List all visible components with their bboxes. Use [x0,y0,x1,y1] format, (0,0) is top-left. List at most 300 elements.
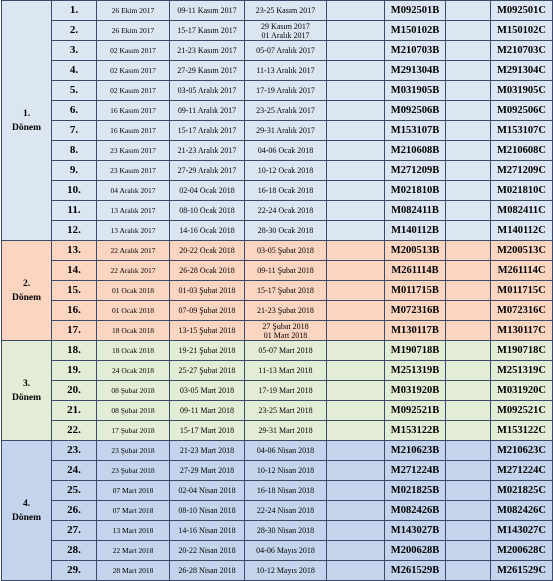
empty-cell [446,361,491,381]
second-date-range [245,461,327,481]
period-word: Dönem [11,392,42,403]
empty-cell [327,541,385,561]
table-row [2,241,553,261]
first-date-range: 20-22 Ocak 2018 [170,241,245,261]
table-row [2,421,553,441]
table-row [2,461,553,481]
empty-cell [327,401,385,421]
second-date-range [245,501,327,521]
date-line: 01 Aralık 2017 [261,30,310,40]
second-date-range [245,381,327,401]
empty-cell [446,441,491,461]
second-date-range [245,401,327,421]
empty-cell [446,321,491,341]
first-date-range: 09-11 Mart 2018 [170,401,245,421]
empty-cell [327,61,385,81]
date-line: 29-31 Aralık 2017 [256,126,315,135]
empty-cell [327,441,385,461]
code-c: M210703C [491,41,553,61]
application-date: 28 Mart 2018 [97,561,170,581]
application-date: 23 Kasım 2017 [97,141,170,161]
row-number: 21. [52,401,97,421]
application-date: 13 Aralık 2017 [97,221,170,241]
period-label [2,341,52,441]
first-date-range: 07-09 Şubat 2018 [170,301,245,321]
application-date: 07 Mart 2018 [97,501,170,521]
code-c: M092506C [491,101,553,121]
code-c: M261114C [491,261,553,281]
first-date-range: 27-29 Aralık 2017 [170,161,245,181]
second-date-range [245,261,327,281]
period-number: 2. [22,278,31,289]
second-date-range [245,101,327,121]
date-line: 22-24 Ocak 2018 [257,206,314,215]
row-number: 4. [52,61,97,81]
date-line: 28-30 Nisan 2018 [256,526,315,535]
date-line: 29-31 Mart 2018 [258,426,313,435]
code-c: M140112C [491,221,553,241]
code-b: M092506B [385,101,446,121]
first-date-range: 21-23 Kasım 2017 [170,41,245,61]
table-row [2,521,553,541]
second-date-range [245,121,327,141]
application-date: 23 Şubat 2018 [97,461,170,481]
second-date-range [245,281,327,301]
date-line: 05-07 Aralık 2017 [256,46,315,55]
table-row [2,361,553,381]
empty-cell [446,101,491,121]
row-number: 20. [52,381,97,401]
code-c: M210608C [491,141,553,161]
second-date-range [245,301,327,321]
row-number: 19. [52,361,97,381]
table-row [2,141,553,161]
empty-cell [446,461,491,481]
row-number: 5. [52,81,97,101]
application-date: 08 Şubat 2018 [97,401,170,421]
table-row [2,61,553,81]
empty-cell [327,321,385,341]
date-line: 28-30 Ocak 2018 [257,226,314,235]
second-date-range [245,541,327,561]
date-line: 11-13 Mart 2018 [258,366,313,375]
second-date-range [245,41,327,61]
code-c: M031920C [491,381,553,401]
second-date-range [245,81,327,101]
empty-cell [327,361,385,381]
application-date: 16 Kasım 2017 [97,101,170,121]
date-line: 09-11 Şubat 2018 [257,266,314,275]
code-c: M021825C [491,481,553,501]
row-number: 28. [52,541,97,561]
first-date-range: 13-15 Şubat 2018 [170,321,245,341]
period-word: Dönem [11,512,42,523]
code-b: M271224B [385,461,446,481]
code-c: M130117C [491,321,553,341]
code-c: M271209C [491,161,553,181]
first-date-range: 08-10 Nisan 2018 [170,501,245,521]
application-date: 26 Ekim 2017 [97,21,170,41]
row-number: 2. [52,21,97,41]
code-c: M261529C [491,561,553,581]
first-date-range: 09-11 Kasım 2017 [170,1,245,21]
table-row [2,161,553,181]
empty-cell [446,181,491,201]
application-date: 23 Kasım 2017 [97,161,170,181]
second-date-range [245,221,327,241]
row-number: 16. [52,301,97,321]
first-date-range: 03-05 Mart 2018 [170,381,245,401]
row-number: 17. [52,321,97,341]
empty-cell [327,81,385,101]
empty-cell [446,141,491,161]
empty-cell [327,41,385,61]
second-date-range [245,241,327,261]
code-b: M210608B [385,141,446,161]
empty-cell [446,61,491,81]
empty-cell [327,501,385,521]
empty-cell [446,201,491,221]
application-date: 02 Kasım 2017 [97,41,170,61]
table-row [2,561,553,581]
first-date-range: 19-21 Şubat 2018 [170,341,245,361]
code-b: M210703B [385,41,446,61]
date-line: 04-06 Ocak 2018 [257,146,314,155]
table-row [2,221,553,241]
code-c: M153107C [491,121,553,141]
row-number: 13. [52,241,97,261]
date-line: 23-25 Aralık 2017 [256,106,315,115]
second-date-range [245,421,327,441]
date-line: 10-12 Nisan 2018 [256,466,315,475]
application-date: 23 Şubat 2018 [97,441,170,461]
code-c: M082426C [491,501,553,521]
empty-cell [446,221,491,241]
second-date-range [245,441,327,461]
period-word: Dönem [11,292,42,303]
code-b: M082426B [385,501,446,521]
second-date-range [245,561,327,581]
row-number: 1. [52,1,97,21]
period-word: Dönem [11,122,42,133]
table-row [2,281,553,301]
code-c: M153122C [491,421,553,441]
empty-cell [327,261,385,281]
second-date-range [245,481,327,501]
date-line: 15-17 Şubat 2018 [257,286,314,295]
empty-cell [327,121,385,141]
date-line: 01 Mart 2018 [263,330,308,340]
row-number: 29. [52,561,97,581]
date-line: 21-23 Şubat 2018 [257,306,314,315]
empty-cell [327,1,385,21]
date-line: 23-25 Kasım 2017 [255,6,316,15]
date-line: 05-07 Mart 2018 [258,346,313,355]
first-date-range: 03-05 Aralık 2017 [170,81,245,101]
date-line: 04-06 Mayıs 2018 [256,546,315,555]
empty-cell [327,301,385,321]
empty-cell [446,541,491,561]
empty-cell [446,481,491,501]
first-date-range: 21-23 Aralık 2017 [170,141,245,161]
application-date: 07 Mart 2018 [97,481,170,501]
table-row [2,401,553,421]
empty-cell [446,21,491,41]
application-date: 16 Kasım 2017 [97,121,170,141]
second-date-range [245,161,327,181]
date-line: 10-12 Ocak 2018 [257,166,314,175]
empty-cell [327,381,385,401]
empty-cell [446,261,491,281]
code-b: M092501B [385,1,446,21]
code-c: M291304C [491,61,553,81]
empty-cell [327,241,385,261]
table-row [2,481,553,501]
period-label [2,1,52,241]
table-row [2,501,553,521]
code-b: M021825B [385,481,446,501]
empty-cell [446,281,491,301]
date-line: 23-25 Mart 2018 [258,406,313,415]
code-b: M092521B [385,401,446,421]
date-line: 04-06 Nisan 2018 [256,446,315,455]
code-b: M271209B [385,161,446,181]
empty-cell [446,501,491,521]
code-b: M190718B [385,341,446,361]
table-row [2,81,553,101]
second-date-range [245,61,327,81]
table-row [2,1,553,21]
code-c: M271224C [491,461,553,481]
date-line: 22-24 Nisan 2018 [256,506,315,515]
second-date-range [245,21,327,41]
application-date: 04 Aralık 2017 [97,181,170,201]
table-row [2,321,553,341]
empty-cell [327,221,385,241]
row-number: 26. [52,501,97,521]
first-date-range: 09-11 Aralık 2017 [170,101,245,121]
period-label [2,441,52,581]
row-number: 9. [52,161,97,181]
application-date: 24 Ocak 2018 [97,361,170,381]
application-date: 17 Şubat 2018 [97,421,170,441]
table-row [2,441,553,461]
row-number: 6. [52,101,97,121]
table-row [2,301,553,321]
second-date-range [245,321,327,341]
code-c: M011715C [491,281,553,301]
code-c: M031905C [491,81,553,101]
first-date-range: 15-17 Aralık 2017 [170,121,245,141]
application-date: 18 Ocak 2018 [97,341,170,361]
code-c: M082411C [491,201,553,221]
empty-cell [446,561,491,581]
application-date: 22 Mart 2018 [97,541,170,561]
row-number: 7. [52,121,97,141]
empty-cell [446,381,491,401]
row-number: 27. [52,521,97,541]
first-date-range: 08-10 Ocak 2018 [170,201,245,221]
empty-cell [327,461,385,481]
first-date-range: 26-28 Ocak 2018 [170,261,245,281]
first-date-range: 27-29 Kasım 2017 [170,61,245,81]
code-b: M072316B [385,301,446,321]
first-date-range: 02-04 Ocak 2018 [170,181,245,201]
table-row [2,541,553,561]
date-line: 10-12 Mayıs 2018 [256,566,315,575]
application-date: 13 Aralık 2017 [97,201,170,221]
row-number: 3. [52,41,97,61]
date-line: 27 Şubat 2018 [262,321,309,331]
code-b: M261529B [385,561,446,581]
row-number: 15. [52,281,97,301]
empty-cell [446,241,491,261]
empty-cell [327,421,385,441]
empty-cell [446,1,491,21]
code-b: M021810B [385,181,446,201]
empty-cell [446,121,491,141]
code-c: M021810C [491,181,553,201]
application-date: 18 Ocak 2018 [97,321,170,341]
row-number: 10. [52,181,97,201]
first-date-range: 21-23 Mart 2018 [170,441,245,461]
second-date-range [245,341,327,361]
row-number: 25. [52,481,97,501]
code-c: M210623C [491,441,553,461]
date-line: 11-13 Aralık 2017 [256,66,315,75]
code-b: M153107B [385,121,446,141]
table-row [2,101,553,121]
first-date-range: 01-03 Şubat 2018 [170,281,245,301]
table-row [2,21,553,41]
empty-cell [446,161,491,181]
row-number: 24. [52,461,97,481]
code-b: M153122B [385,421,446,441]
second-date-range [245,1,327,21]
code-b: M200628B [385,541,446,561]
period-label [2,241,52,341]
code-c: M092521C [491,401,553,421]
second-date-range [245,141,327,161]
empty-cell [446,421,491,441]
code-c: M143027C [491,521,553,541]
application-date: 13 Mart 2018 [97,521,170,541]
code-b: M200513B [385,241,446,261]
row-number: 14. [52,261,97,281]
first-date-range: 25-27 Şubat 2018 [170,361,245,381]
row-number: 23. [52,441,97,461]
schedule-table [1,0,553,581]
code-b: M251319B [385,361,446,381]
first-date-range: 15-17 Kasım 2017 [170,21,245,41]
code-b: M031905B [385,81,446,101]
code-c: M150102C [491,21,553,41]
table-row [2,381,553,401]
second-date-range [245,521,327,541]
code-b: M210623B [385,441,446,461]
empty-cell [446,41,491,61]
empty-cell [327,561,385,581]
code-b: M143027B [385,521,446,541]
application-date: 01 Ocak 2018 [97,301,170,321]
application-date: 02 Kasım 2017 [97,61,170,81]
empty-cell [327,141,385,161]
empty-cell [327,201,385,221]
code-c: M200628C [491,541,553,561]
code-c: M092501C [491,1,553,21]
period-number: 3. [22,378,31,389]
date-line: 29 Kasım 2017 [261,21,310,31]
second-date-range [245,361,327,381]
empty-cell [327,101,385,121]
empty-cell [327,481,385,501]
code-b: M130117B [385,321,446,341]
code-b: M031920B [385,381,446,401]
schedule-body [2,1,553,581]
row-number: 11. [52,201,97,221]
code-b: M150102B [385,21,446,41]
date-line: 17-19 Mart 2018 [258,386,313,395]
first-date-range: 02-04 Nisan 2018 [170,481,245,501]
date-line: 03-05 Şubat 2018 [257,246,314,255]
first-date-range: 20-22 Nisan 2018 [170,541,245,561]
first-date-range: 27-29 Mart 2018 [170,461,245,481]
period-number: 1. [22,108,31,119]
code-b: M082411B [385,201,446,221]
empty-cell [327,281,385,301]
empty-cell [327,181,385,201]
application-date: 22 Aralık 2017 [97,241,170,261]
first-date-range: 14-16 Ocak 2018 [170,221,245,241]
first-date-range: 26-28 Nisan 2018 [170,561,245,581]
row-number: 18. [52,341,97,361]
code-b: M011715B [385,281,446,301]
table-row [2,181,553,201]
code-b: M261114B [385,261,446,281]
table-row [2,261,553,281]
first-date-range: 14-16 Nisan 2018 [170,521,245,541]
application-date: 22 Aralık 2017 [97,261,170,281]
application-date: 01 Ocak 2018 [97,281,170,301]
second-date-range [245,201,327,221]
code-c: M190718C [491,341,553,361]
table-row [2,341,553,361]
code-b: M291304B [385,61,446,81]
date-line: 16-18 Ocak 2018 [257,186,314,195]
table-row [2,121,553,141]
empty-cell [327,21,385,41]
code-c: M072316C [491,301,553,321]
table-row [2,41,553,61]
row-number: 22. [52,421,97,441]
empty-cell [327,341,385,361]
empty-cell [327,161,385,181]
empty-cell [446,341,491,361]
first-date-range: 15-17 Mart 2018 [170,421,245,441]
application-date: 26 Ekim 2017 [97,1,170,21]
code-c: M200513C [491,241,553,261]
date-line: 17-19 Aralık 2017 [256,86,315,95]
empty-cell [446,401,491,421]
code-c: M251319C [491,361,553,381]
row-number: 12. [52,221,97,241]
empty-cell [446,521,491,541]
row-number: 8. [52,141,97,161]
application-date: 08 Şubat 2018 [97,381,170,401]
application-date: 02 Kasım 2017 [97,81,170,101]
empty-cell [446,301,491,321]
period-number: 4. [22,498,31,509]
